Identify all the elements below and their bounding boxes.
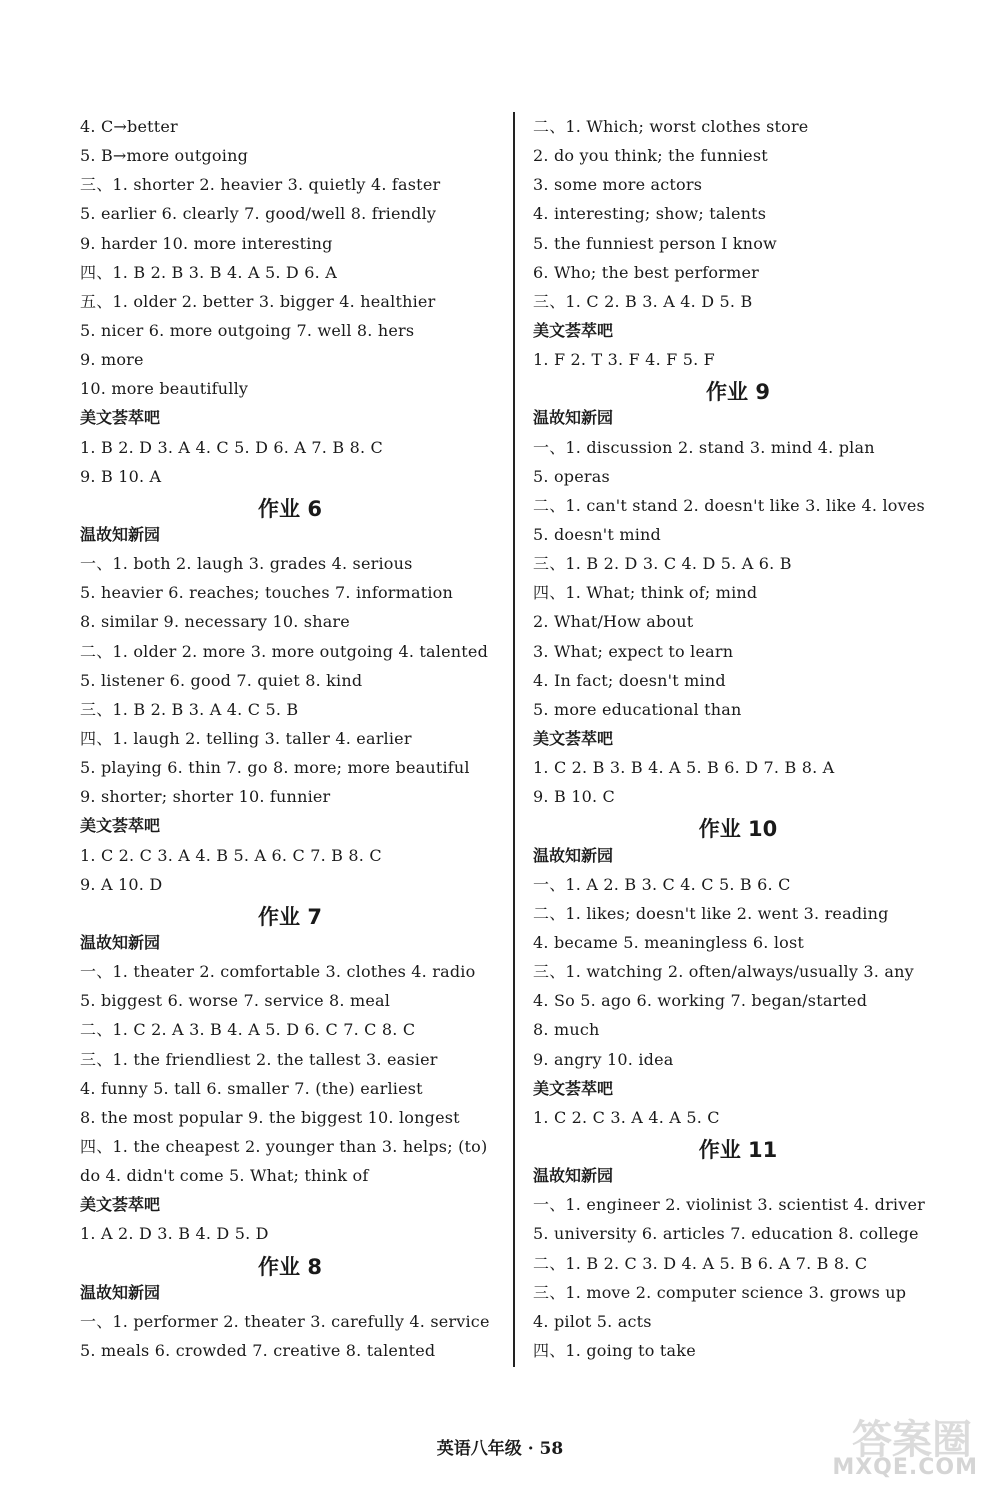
- watermark-logo: [808, 1408, 978, 1480]
- answer-line: 9. more: [80, 350, 144, 370]
- section-heading: 美文荟萃吧: [533, 1078, 614, 1098]
- answer-line: 二、1. Which; worst clothes store: [533, 117, 809, 136]
- answer-line: 3. What; expect to learn: [533, 641, 734, 661]
- section-heading: 温故知新园: [80, 1282, 161, 1302]
- column-divider: [513, 112, 515, 1367]
- homework-heading: 作业 8: [258, 1254, 322, 1279]
- answer-line: 三、1. B 2. D 3. C 4. D 5. A 6. B: [533, 554, 792, 574]
- answer-line: 三、1. C 2. B 3. A 4. D 5. B: [533, 291, 753, 311]
- answer-line: 6. Who; the best performer: [533, 262, 759, 282]
- answer-line: 4. became 5. meaningless 6. lost: [533, 932, 805, 952]
- answer-line: 1. F 2. T 3. F 4. F 5. F: [533, 350, 715, 370]
- answer-line: 9. B 10. A: [80, 466, 162, 486]
- section-heading: 温故知新园: [533, 845, 614, 865]
- answer-line: 三、1. B 2. B 3. A 4. C 5. B: [80, 699, 299, 719]
- answer-line: 5. earlier 6. clearly 7. good/well 8. friendly: [80, 204, 437, 224]
- section-heading: 美文荟萃吧: [80, 408, 161, 428]
- watermark-site-text: MXQE.COM: [832, 1455, 978, 1480]
- answer-line: 5. playing 6. thin 7. go 8. more; more beautiful: [80, 758, 470, 778]
- section-heading: 温故知新园: [80, 524, 161, 544]
- answer-line: 5. operas: [533, 466, 610, 486]
- answer-line: 四、1. the cheapest 2. younger than 3. helps; (to): [80, 1136, 488, 1156]
- answer-line: 10. more beautifully: [80, 379, 249, 399]
- answer-line: 8. much: [533, 1020, 600, 1040]
- answer-line: 5. meals 6. crowded 7. creative 8. talented: [80, 1340, 436, 1360]
- answer-line: 1. C 2. C 3. A 4. B 5. A 6. C 7. B 8. C: [80, 845, 382, 865]
- section-heading: 美文荟萃吧: [80, 816, 161, 836]
- answer-line: 9. angry 10. idea: [533, 1049, 674, 1069]
- answer-line: 五、1. older 2. better 3. bigger 4. healthier: [80, 291, 436, 311]
- answer-line: 8. the most popular 9. the biggest 10. longest: [80, 1107, 460, 1127]
- section-heading: 美文荟萃吧: [80, 1195, 161, 1215]
- homework-heading: 作业 11: [698, 1137, 778, 1162]
- answer-line: 4. interesting; show; talents: [533, 204, 767, 224]
- section-heading: 美文荟萃吧: [533, 728, 614, 748]
- answer-line: 5. heavier 6. reaches; touches 7. information: [80, 583, 454, 603]
- homework-heading: 作业 7: [258, 904, 322, 929]
- answer-line: 三、1. move 2. computer science 3. grows up: [533, 1282, 907, 1302]
- answer-line: 一、1. discussion 2. stand 3. mind 4. plan: [533, 437, 875, 457]
- section-heading: 温故知新园: [533, 408, 614, 428]
- answer-line: 4. pilot 5. acts: [533, 1311, 652, 1331]
- answer-line: 8. similar 9. necessary 10. share: [80, 612, 350, 632]
- answer-line: do 4. didn't come 5. What; think of: [80, 1166, 369, 1186]
- answer-line: 一、1. engineer 2. violinist 3. scientist 4. driver: [533, 1195, 925, 1215]
- section-heading: 美文荟萃吧: [533, 320, 614, 340]
- answer-line: 二、1. B 2. C 3. D 4. A 5. B 6. A 7. B 8. C: [533, 1253, 868, 1273]
- answer-line: 4. In fact; doesn't mind: [533, 670, 726, 690]
- answer-line: 二、1. likes; doesn't like 2. went 3. reading: [533, 903, 889, 923]
- answer-line: 一、1. A 2. B 3. C 4. C 5. B 6. C: [533, 874, 791, 894]
- answer-line: 二、1. older 2. more 3. more outgoing 4. talented: [80, 641, 489, 661]
- answer-line: 1. C 2. C 3. A 4. A 5. C: [533, 1107, 720, 1127]
- answer-line: 4. C→better: [80, 117, 178, 136]
- answer-line: 一、1. both 2. laugh 3. grades 4. serious: [80, 554, 413, 574]
- answer-line: 4. funny 5. tall 6. smaller 7. (the) earliest: [80, 1078, 423, 1098]
- answer-line: 5. doesn't mind: [533, 524, 661, 544]
- answer-line: 1. C 2. B 3. B 4. A 5. B 6. D 7. B 8. A: [533, 758, 835, 778]
- answer-line: 5. the funniest person I know: [533, 233, 777, 253]
- watermark-logo-text: 答案圈: [852, 1417, 972, 1463]
- answer-line: 1. A 2. D 3. B 4. D 5. D: [80, 1224, 269, 1244]
- answer-line: 2. do you think; the funniest: [533, 146, 768, 166]
- answer-line: 4. So 5. ago 6. working 7. began/started: [533, 991, 868, 1011]
- section-heading: 温故知新园: [533, 1166, 614, 1186]
- page-footer: 英语八年级 · 58: [436, 1439, 564, 1459]
- answer-line: 四、1. B 2. B 3. B 4. A 5. D 6. A: [80, 262, 337, 282]
- answer-line: 5. B→more outgoing: [80, 146, 249, 166]
- answer-line: 2. What/How about: [533, 612, 694, 632]
- right-column: [533, 112, 943, 1365]
- homework-heading: 作业 6: [258, 496, 322, 521]
- answer-line: 5. nicer 6. more outgoing 7. well 8. hers: [80, 320, 415, 340]
- answer-line: 四、1. What; think of; mind: [533, 583, 758, 603]
- answer-line: 三、1. shorter 2. heavier 3. quietly 4. faster: [80, 175, 441, 195]
- answer-line: 四、1. going to take: [533, 1340, 696, 1360]
- answer-line: 5. biggest 6. worse 7. service 8. meal: [80, 991, 391, 1011]
- answer-line: 一、1. theater 2. comfortable 3. clothes 4. radio: [80, 962, 476, 982]
- homework-heading: 作业 9: [706, 380, 770, 405]
- answer-line: 二、1. C 2. A 3. B 4. A 5. D 6. C 7. C 8. C: [80, 1020, 416, 1040]
- answer-line: 1. B 2. D 3. A 4. C 5. D 6. A 7. B 8. C: [80, 437, 383, 457]
- answer-line: 5. more educational than: [533, 699, 742, 719]
- homework-heading: 作业 10: [698, 817, 778, 842]
- answer-line: 9. A 10. D: [80, 874, 163, 894]
- answer-line: 二、1. can't stand 2. doesn't like 3. like 4. loves: [533, 495, 925, 515]
- answer-line: 5. listener 6. good 7. quiet 8. kind: [80, 670, 363, 690]
- answer-line: 三、1. the friendliest 2. the tallest 3. easier: [80, 1049, 438, 1069]
- answer-line: 9. B 10. C: [533, 787, 615, 807]
- left-column: [80, 112, 500, 1365]
- answer-line: 9. harder 10. more interesting: [80, 233, 333, 253]
- answer-line: 5. university 6. articles 7. education 8. college: [533, 1224, 919, 1244]
- answer-line: 3. some more actors: [533, 175, 703, 195]
- answer-line: 三、1. watching 2. often/always/usually 3. any: [533, 962, 914, 982]
- section-heading: 温故知新园: [80, 932, 161, 952]
- answer-line: 9. shorter; shorter 10. funnier: [80, 787, 331, 807]
- answer-line: 一、1. performer 2. theater 3. carefully 4. service: [80, 1311, 490, 1331]
- answer-line: 四、1. laugh 2. telling 3. taller 4. earlier: [80, 728, 412, 748]
